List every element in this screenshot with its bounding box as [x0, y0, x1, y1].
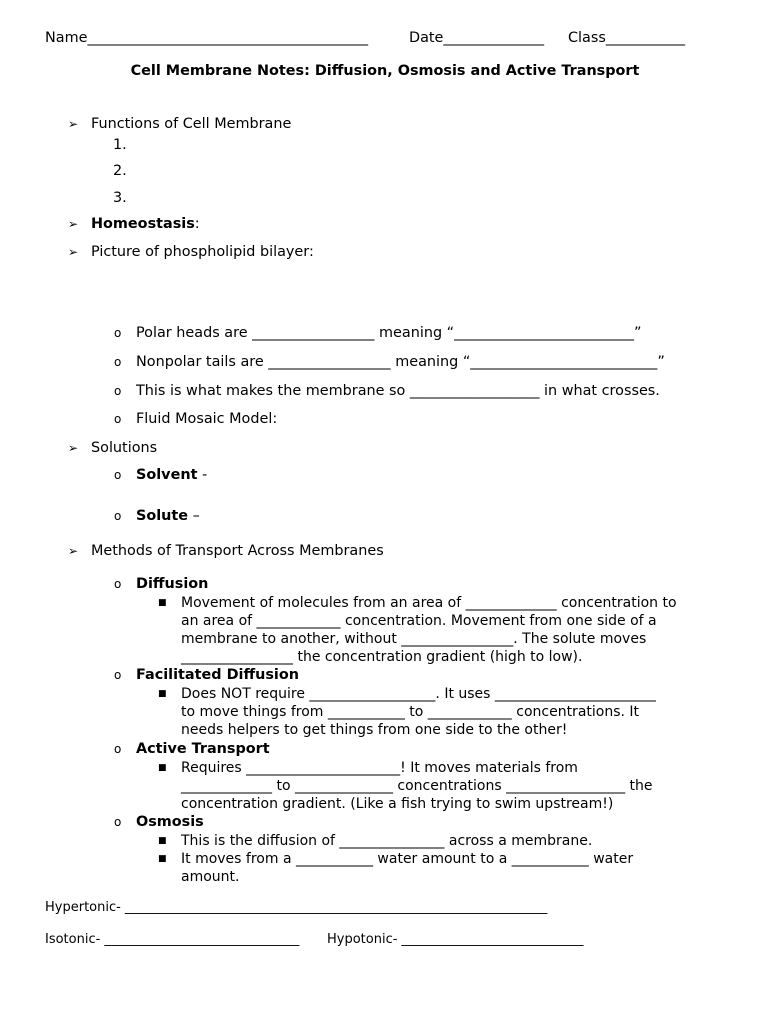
solvent-line: [136, 466, 207, 484]
square-bullet-icon: ■: [158, 689, 167, 699]
circle-bullet-icon: o: [114, 468, 122, 482]
arrow-bullet-icon: ➢: [68, 441, 79, 455]
active-line: _____________ to ______________ concentrations _________________ the: [181, 778, 653, 794]
bilayer-heading: Picture of phospholipid bilayer:: [91, 244, 314, 260]
circle-bullet-icon: o: [114, 577, 122, 591]
function-item: 1.: [113, 137, 127, 153]
circle-bullet-icon: o: [114, 742, 122, 756]
arrow-bullet-icon: ➢: [68, 544, 79, 558]
transport-heading: Methods of Transport Across Membranes: [91, 543, 384, 559]
square-bullet-icon: ■: [158, 763, 167, 773]
name-field: Name_______________________________________: [45, 30, 369, 46]
bilayer-point: This is what makes the membrane so __________________ in what crosses.: [136, 383, 660, 399]
functions-heading: Functions of Cell Membrane: [91, 116, 292, 132]
circle-bullet-icon: o: [114, 412, 122, 426]
osmosis-line: It moves from a ___________ water amount to a ___________ water: [181, 851, 634, 867]
diffusion-line: ________________ the concentration gradient (high to low).: [181, 649, 583, 665]
homeostasis-line: [91, 215, 200, 233]
function-item: 3.: [113, 190, 127, 206]
circle-bullet-icon: o: [114, 384, 122, 398]
function-item: 2.: [113, 163, 127, 179]
facilitated-line: needs helpers to get things from one side to the other!: [181, 722, 568, 738]
active-title: Active Transport: [136, 741, 270, 757]
date-field: Date______________: [409, 30, 545, 46]
circle-bullet-icon: o: [114, 815, 122, 829]
solute-line: [136, 507, 200, 525]
arrow-bullet-icon: ➢: [68, 117, 79, 131]
solvent-term: Solvent: [136, 467, 198, 483]
arrow-bullet-icon: ➢: [68, 217, 79, 231]
facilitated-line: to move things from ___________ to ____________ concentrations. It: [181, 704, 640, 720]
square-bullet-icon: ■: [158, 836, 167, 846]
diffusion-title: Diffusion: [136, 576, 209, 592]
solvent-suffix: -: [197, 467, 208, 483]
circle-bullet-icon: o: [114, 355, 122, 369]
osmosis-title: Osmosis: [136, 814, 204, 830]
diffusion-line: Movement of molecules from an area of _____________ concentration to: [181, 595, 677, 611]
class-field: Class___________: [568, 30, 686, 46]
bilayer-point: Polar heads are _________________ meaning “_________________________”: [136, 325, 642, 341]
solutions-heading: Solutions: [91, 440, 158, 456]
active-line: Requires ______________________! It moves materials from: [181, 760, 578, 776]
bilayer-point: Nonpolar tails are _________________ meaning “__________________________”: [136, 354, 665, 370]
square-bullet-icon: ■: [158, 598, 167, 608]
circle-bullet-icon: o: [114, 509, 122, 523]
arrow-bullet-icon: ➢: [68, 245, 79, 259]
facilitated-line: Does NOT require __________________. It uses _______________________: [181, 686, 656, 702]
osmosis-line: amount.: [181, 869, 240, 885]
osmosis-line: This is the diffusion of _______________ across a membrane.: [181, 833, 593, 849]
homeostasis-suffix: :: [194, 216, 200, 232]
circle-bullet-icon: o: [114, 668, 122, 682]
diffusion-line: an area of ____________ concentration. Movement from one side of a: [181, 613, 657, 629]
diffusion-line: membrane to another, without ________________. The solute moves: [181, 631, 647, 647]
square-bullet-icon: ■: [158, 854, 167, 864]
solute-suffix: –: [188, 508, 200, 524]
hypertonic-line: Hypertonic- _________________________________________________________________: [45, 900, 548, 915]
hypotonic-line: Hypotonic- ____________________________: [327, 932, 584, 947]
bilayer-point: Fluid Mosaic Model:: [136, 411, 278, 427]
active-line: concentration gradient. (Like a fish trying to swim upstream!): [181, 796, 614, 812]
facilitated-title: Facilitated Diffusion: [136, 667, 299, 683]
solute-term: Solute: [136, 508, 189, 524]
page-title: Cell Membrane Notes: Diffusion, Osmosis and Active Transport: [130, 63, 640, 79]
isotonic-line: Isotonic- ______________________________: [45, 932, 300, 947]
homeostasis-term: Homeostasis: [91, 216, 195, 232]
circle-bullet-icon: o: [114, 326, 122, 340]
